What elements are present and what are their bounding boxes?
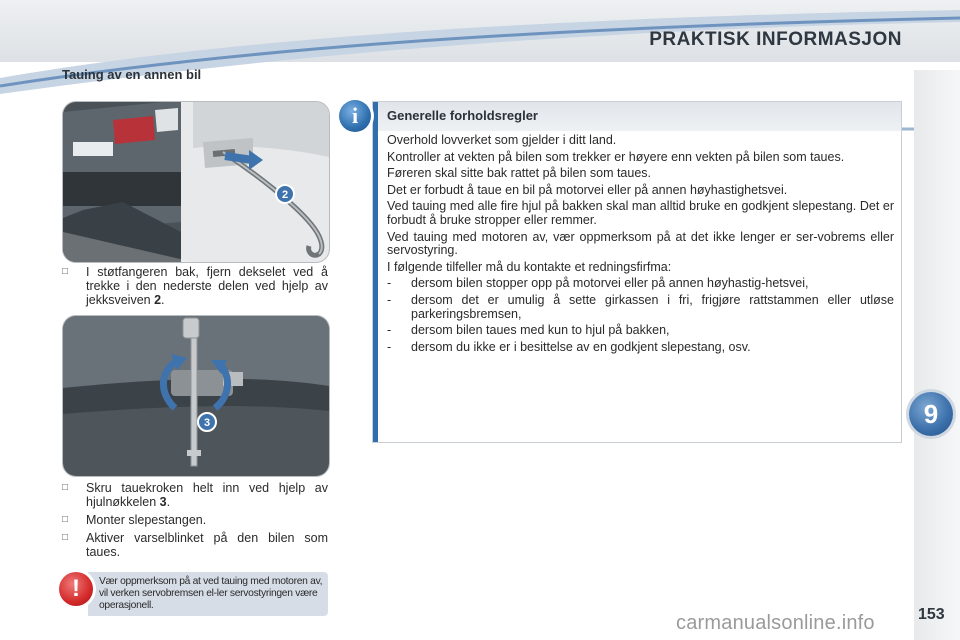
checkbox-bullet-icon: □	[62, 266, 69, 277]
chapter-title: PRAKTISK INFORMASJON	[649, 29, 902, 50]
info-title: Generelle forholdsregler	[387, 108, 538, 123]
instruction-item: □ Aktiver varselblinket på den bilen som taues.	[62, 531, 328, 559]
info-box-accent-bar	[373, 102, 378, 442]
info-paragraph: Kontroller at vekten på bilen som trekker er høyere enn vekten på bilen som taues.	[387, 149, 845, 164]
checkbox-bullet-icon: □	[62, 514, 69, 525]
instructions-bottom	[62, 481, 328, 563]
watermark: carmanualsonline.info	[676, 612, 875, 634]
info-paragraph: I følgende tilfeller må du kontakte et redningsfirfma:	[387, 259, 672, 274]
info-case-item: - dersom det er umulig å sette girkassen i fri, frigjøre rattstammen eller utløse parkeringsbremsen,	[387, 292, 894, 321]
instruction-item: □ Skru tauekroken helt inn ved hjelp av hjulnøkkelen 3.	[62, 481, 328, 509]
info-paragraph: Overhold lovverket som gjelder i ditt land.	[387, 133, 617, 147]
instruction-text: I støtfangeren bak, fjern dekselet ved å trekke i den nederste delen ved hjelp av jekksveiven 2.	[86, 265, 328, 307]
figure-remove-cover	[62, 101, 330, 263]
chapter-number-badge: 9	[909, 392, 953, 436]
instruction-item: □ Monter slepestangen.	[62, 513, 207, 527]
info-paragraph: Ved tauing med motoren av, vær oppmerksom på at det ikke lenger er ser-vobrems eller servostyring.	[387, 229, 894, 258]
info-paragraph: Føreren skal sitte bak rattet på bilen som taues.	[387, 166, 652, 181]
checkbox-bullet-icon: □	[62, 532, 69, 543]
figure-screw-tow-hook	[62, 315, 330, 477]
info-case-item: - dersom bilen taues med kun to hjul på bakken,	[387, 323, 670, 338]
info-case-item: - dersom bilen stopper opp på motorvei eller på annen høyhastig-hetsvei,	[387, 276, 809, 291]
info-body	[387, 134, 894, 357]
warning-icon: !	[59, 572, 93, 606]
info-paragraph: Ved tauing med alle fire hjul på bakken skal man alltid bruke en godkjent slepestang. Det er forbudt å bruke stropper eller remmer.	[387, 199, 894, 227]
right-margin-strip	[914, 70, 960, 640]
instruction-item	[62, 265, 328, 307]
info-case-item: - dersom du ikke er i besittelse av en godkjent slepestang, osv.	[387, 339, 751, 354]
info-paragraph: Det er forbudt å taue en bil på motorvei eller på annen høyhastighetsvei.	[387, 182, 788, 197]
instructions-top	[62, 265, 328, 311]
warning-text: Vær oppmerksom på at ved tauing med motoren av, vil verken servobremsen el-ler servostyringen være operasjonell.	[99, 576, 323, 611]
info-icon: i	[339, 100, 371, 132]
figure-2-callout: 3	[203, 417, 211, 429]
page-number: 153	[918, 606, 945, 623]
section-title: Tauing av en annen bil	[62, 67, 202, 82]
figure-1-callout: 2	[281, 189, 289, 201]
checkbox-bullet-icon: □	[62, 482, 69, 493]
